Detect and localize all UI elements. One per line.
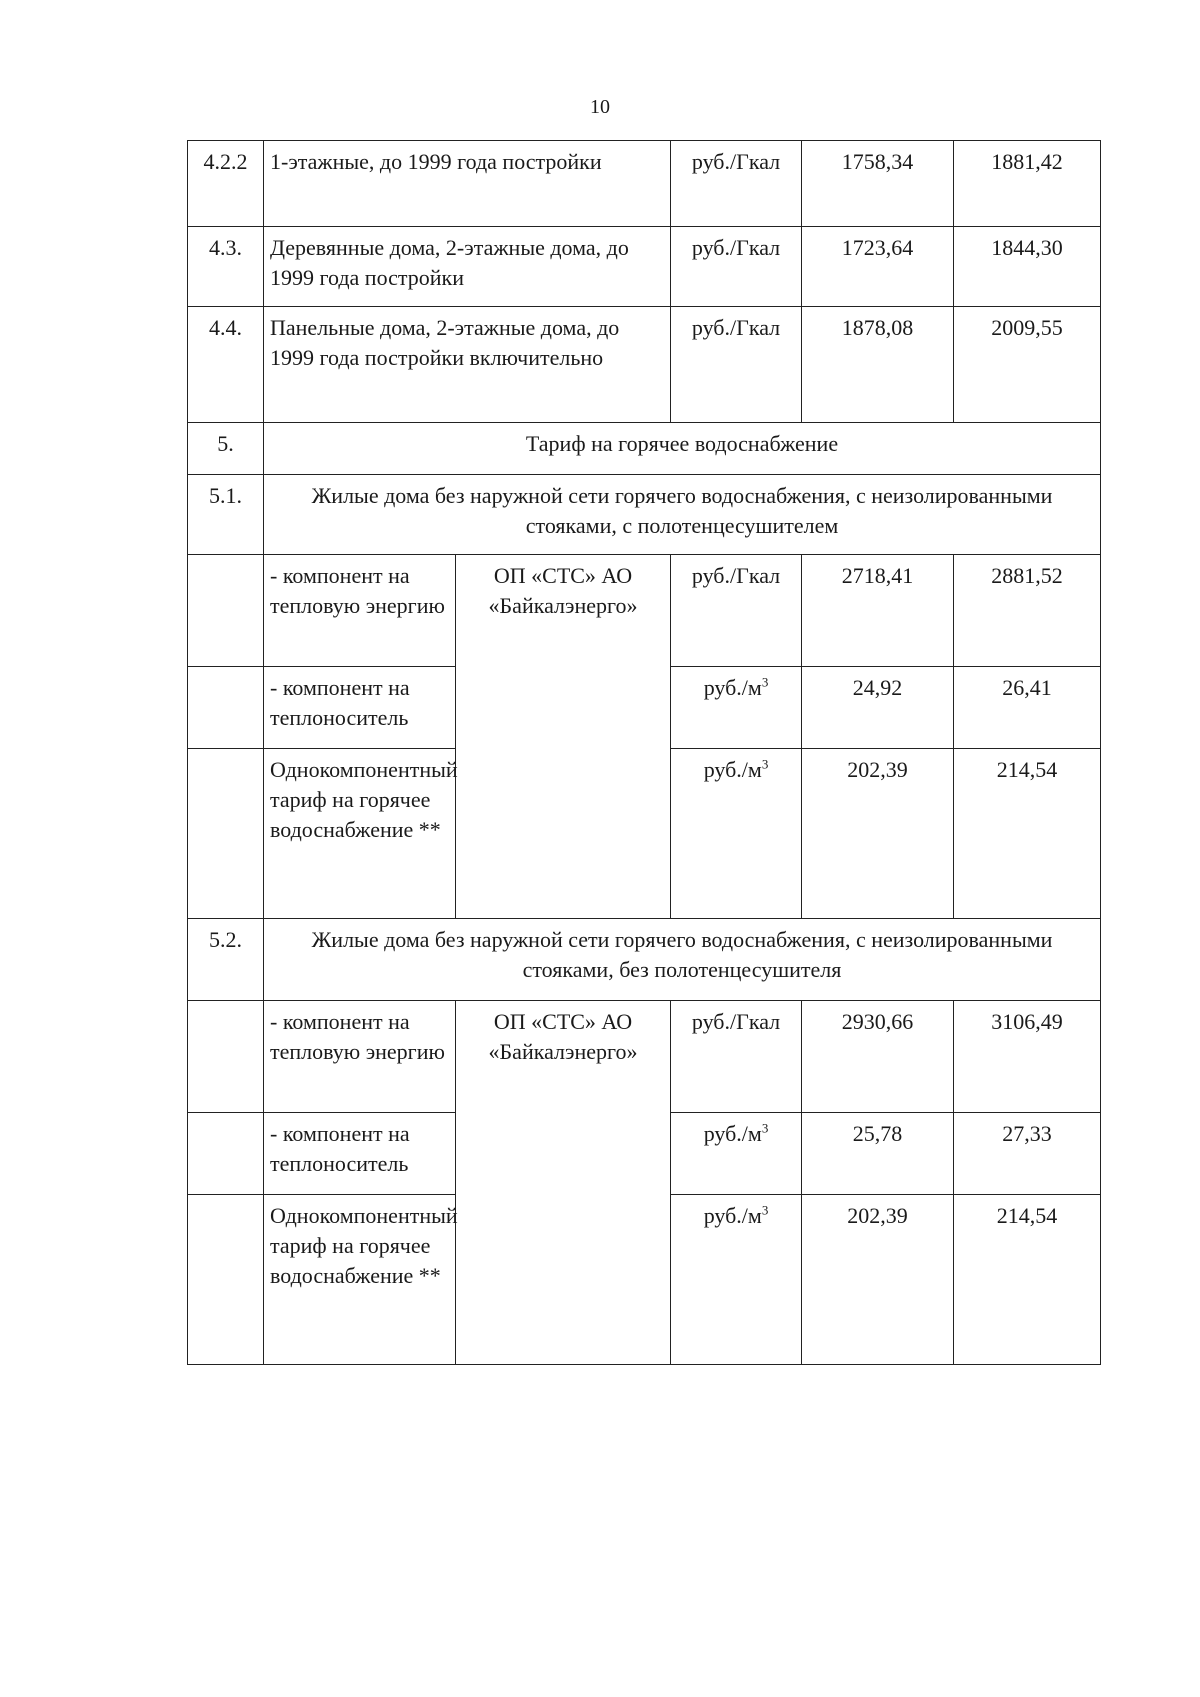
row-value-1: 1878,08 [802, 307, 954, 423]
item-value-1: 2718,41 [802, 555, 954, 667]
item-description: - компонент на теплоноситель [264, 667, 456, 749]
subsection-title: Жилые дома без наружной сети горячего водоснабжения, с неизолированными стояками, без полотенцесушителя [264, 919, 1101, 1001]
item-value-2: 214,54 [954, 1195, 1101, 1365]
item-unit: $руб./м^3$ [671, 667, 802, 749]
item-description: - компонент на теплоноситель [264, 1113, 456, 1195]
item-value-2: 214,54 [954, 749, 1101, 919]
item-value-1: 202,39 [802, 1195, 954, 1365]
item-value-1: 2930,66 [802, 1001, 954, 1113]
item-value-2: 3106,49 [954, 1001, 1101, 1113]
page-number: 10 [590, 96, 610, 118]
empty-cell [188, 749, 264, 919]
item-unit: $руб./м^3$ [671, 1113, 802, 1195]
row-description: 1-этажные, до 1999 года постройки [264, 141, 671, 227]
empty-cell [188, 1195, 264, 1365]
empty-cell [188, 1113, 264, 1195]
item-unit: руб./Гкал [671, 1001, 802, 1113]
item-value-1: 202,39 [802, 749, 954, 919]
table-row [188, 141, 1101, 227]
item-unit: $руб./м^3$ [671, 1195, 802, 1365]
row-number: 4.3. [188, 227, 264, 307]
item-value-2: 2881,52 [954, 555, 1101, 667]
organization-cell: ОП «СТС» АО «Байкалэнерго» [456, 555, 671, 919]
tariff-table [187, 140, 1101, 1365]
item-description: Однокомпонентный тариф на горячее водоснабжение ** [264, 749, 456, 919]
item-value-1: 24,92 [802, 667, 954, 749]
table-row [188, 1001, 1101, 1113]
subsection-number: 5.1. [188, 475, 264, 555]
item-value-2: 27,33 [954, 1113, 1101, 1195]
row-value-1: 1758,34 [802, 141, 954, 227]
empty-cell [188, 667, 264, 749]
row-value-2: 1844,30 [954, 227, 1101, 307]
row-description: Деревянные дома, 2-этажные дома, до 1999 года постройки [264, 227, 671, 307]
table-row [188, 555, 1101, 667]
organization-cell: ОП «СТС» АО «Байкалэнерго» [456, 1001, 671, 1365]
item-description: - компонент на тепловую энергию [264, 555, 456, 667]
item-value-2: 26,41 [954, 667, 1101, 749]
empty-cell [188, 555, 264, 667]
item-value-1: 25,78 [802, 1113, 954, 1195]
subsection-row [188, 919, 1101, 1001]
section-title: Тариф на горячее водоснабжение [264, 423, 1101, 475]
section-number: 5. [188, 423, 264, 475]
table-row [188, 227, 1101, 307]
item-unit: $руб./м^3$ [671, 749, 802, 919]
row-number: 4.4. [188, 307, 264, 423]
row-unit: руб./Гкал [671, 227, 802, 307]
item-description: - компонент на тепловую энергию [264, 1001, 456, 1113]
table-row [188, 307, 1101, 423]
section-row [188, 423, 1101, 475]
row-unit: руб./Гкал [671, 307, 802, 423]
row-value-2: 1881,42 [954, 141, 1101, 227]
subsection-number: 5.2. [188, 919, 264, 1001]
subsection-title: Жилые дома без наружной сети горячего водоснабжения, с неизолированными стояками, с полотенцесушителем [264, 475, 1101, 555]
row-number: 4.2.2 [188, 141, 264, 227]
empty-cell [188, 1001, 264, 1113]
item-unit: руб./Гкал [671, 555, 802, 667]
row-value-2: 2009,55 [954, 307, 1101, 423]
row-value-1: 1723,64 [802, 227, 954, 307]
row-description: Панельные дома, 2-этажные дома, до 1999 года постройки включительно [264, 307, 671, 423]
row-unit: руб./Гкал [671, 141, 802, 227]
item-description: Однокомпонентный тариф на горячее водоснабжение ** [264, 1195, 456, 1365]
subsection-row [188, 475, 1101, 555]
